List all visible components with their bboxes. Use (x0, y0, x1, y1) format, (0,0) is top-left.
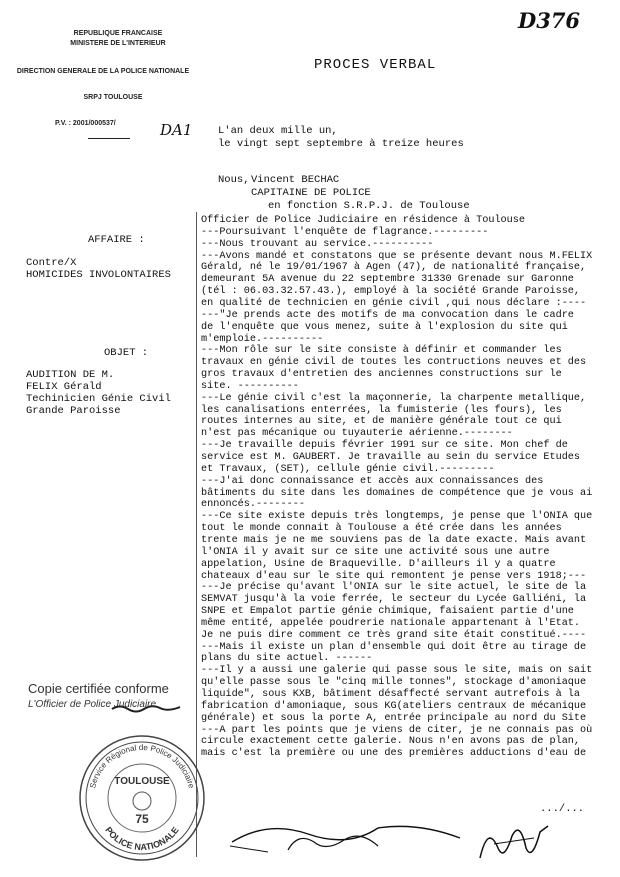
date-line-1: L'an deux mille un, (218, 125, 338, 137)
body-line: ---Mon rôle sur le site consiste à définir et commander les (201, 345, 562, 357)
body-line: chateaux d'eau sur le site qui remontent je pense vers 1918;--- (201, 570, 587, 582)
officer-rank: CAPITAINE DE POLICE (251, 187, 371, 199)
objet-line: Grande Paroisse (26, 405, 121, 417)
body-line: ---Nous trouvant au service.---------- (201, 238, 434, 250)
page-title: PROCES VERBAL (314, 57, 437, 73)
body-line: mais c'est la première ou une des premières adductions d'eau de (201, 748, 587, 760)
body-line: de l'enquête que vous menez, suite à l'explosion du site qui (201, 321, 568, 333)
body-line: Je ne puis dire comment ce très grand site était constitué.---- (201, 629, 587, 641)
affaire-label: AFFAIRE : (88, 234, 145, 246)
officer-last-name: BECHAC (301, 174, 340, 186)
body-line: plans du site actuel. ------ (201, 653, 373, 665)
body-line: les canalisations enterrées, la fumisterie (les fours), les (201, 404, 562, 416)
body-line: ---Poursuivant l'enquête de flagrance.--------- (201, 226, 489, 238)
body-line: demeurant 5A avenue du 22 septembre 31330 Grenade sur Garonne (201, 274, 574, 286)
stamp-bottom-text: POLICE NATIONALE (103, 825, 181, 853)
body-line: appelation, Usine de Braqueville. D'ailleurs il y a quatre (201, 558, 556, 570)
stamp-dept: 75 (135, 812, 149, 826)
body-line: ---J'ai donc connaissance et accès aux connaissances des (201, 475, 544, 487)
body-line: service est M. GAUBERT. Je travaille au sein du service Etudes (201, 452, 581, 463)
certification-line-1: Copie certifiée conforme (28, 681, 169, 696)
affaire-line: HOMICIDES INVOLONTAIRES (26, 269, 171, 281)
body-line: n'est pas mécanique ou tuyauterie aérienne.-------- (201, 428, 513, 440)
body-line: ---Il y a aussi une galerie qui passe sous le site, mais on sait (201, 665, 593, 677)
body-line: l'ONIA il y avait sur ce site une activité sous une autre (201, 546, 550, 558)
body-line: trente mais je ne me souviens pas de la date exacte. Mais avant (201, 534, 587, 546)
pv-underline (88, 138, 130, 139)
body-line: routes internes au site, et de manière générale tout ce qui (201, 416, 562, 428)
body-line: ---"Je prends acte des motifs de ma convocation dans le cadre (201, 309, 574, 321)
body-line: bâtiments du site dans les domaines de compétence que je vous ai (201, 487, 593, 499)
document-reference: D376 (518, 8, 581, 33)
officer-first-name: Vincent (251, 174, 296, 186)
body-line: ---Ce site existe depuis très longtemps, je pense que l'ONIA que (201, 511, 593, 523)
body-line: SEMVAT jusqu'à la voie ferrée, le secteur du Lycée Galliéni, la (201, 594, 587, 606)
body-line: ---Je travaille depuis février 1991 sur ce site. Mon chef de (201, 440, 568, 452)
body-line: qu'elle passe sous le "cinq mille tonnes", stockage d'amoniaque (201, 677, 587, 689)
body-line: ---Je précise qu'avant l'ONIA sur le site actuel, le site de la (201, 582, 587, 594)
body-line: circule exactement cette galerie. Nous n'en avons pas de plan, (201, 736, 581, 748)
body-line: même entité, appelée poudrerie nationale appartenant à l'Etat. (201, 617, 581, 629)
objet-line: Techinicien Génie Civil (26, 393, 171, 405)
officer-posting: en fonction S.R.P.J. de Toulouse (268, 200, 470, 212)
body-line: (tél : 06.03.32.57.43.), employé à la société Grande Paroisse, (201, 286, 581, 298)
date-line-2: le vingt sept septembre à treize heures (218, 138, 464, 150)
objet-line: FELIX Gérald (26, 381, 102, 393)
continuation-mark: .../... (540, 803, 585, 815)
stamp-outer-text: Service Régional de Police Judiciaire (88, 742, 196, 790)
body-line: tout le monde connait à Toulouse a été crée dans les années (201, 523, 562, 535)
header-ministere: MINISTERE DE L'INTERIEUR (70, 40, 166, 47)
stamp-city: TOULOUSE (114, 776, 170, 787)
body-line: générale) et sous la porte A, entrée principale au nord du Site (201, 712, 587, 724)
stamp-emblem-icon (133, 792, 151, 810)
body-line: travaux en génie civil de toutes les contructions neuves et des (201, 357, 587, 369)
objet-label: OBJET : (104, 347, 149, 359)
body-line: liquide", sous KXB, bâtiment désaffecté servant autrefois à la (201, 689, 581, 700)
body-line: et Travaux, (SET), cellule génie civil.--------- (201, 463, 495, 475)
officer-name (251, 174, 339, 186)
signature-officer (228, 812, 468, 862)
svg-text:POLICE NATIONALE (103, 825, 180, 852)
header-direction: DIRECTION GENERALE DE LA POLICE NATIONALE (16, 68, 190, 75)
header-service: SRPJ TOULOUSE (83, 94, 143, 101)
body-line: ---A part les points que je viens de citer, je ne connais pas où (201, 724, 593, 736)
body-line: Officier de Police Judiciaire en résidence à Toulouse (201, 215, 526, 226)
police-stamp (72, 728, 212, 868)
body-line: en qualité de technicien en génie civil ,qui nous déclare :---- (201, 297, 587, 309)
objet-line: AUDITION DE M. (26, 369, 115, 381)
pv-number: P.V. : 2001/000537/ (55, 120, 116, 127)
affaire-line: Contre/X (26, 257, 77, 269)
body-line: SNPE et Empalot partie génie chimique, faisaient partie d'une (201, 606, 574, 618)
body-line: gros travaux d'entretien des anciennes constructions sur le (201, 369, 562, 381)
body-line: fabrication d'amoniaque, sous KG(ateliers centraux de mécanique (201, 700, 587, 712)
body-line: Gérald, né le 19/01/1967 à Agen (47), de nationalité française, (201, 262, 587, 274)
body-line: m'emploie.---------- (201, 333, 324, 345)
body-line: ---Mais il existe un plan d'ensemble qui doit être au tirage de (201, 641, 587, 653)
certification-line-2: L'Officier de Police Judiciaire (28, 699, 157, 710)
officer-nous: Nous, (218, 174, 250, 186)
body-line: ennoncés.-------- (201, 499, 305, 511)
certification-scribble (110, 700, 182, 710)
pv-annotation: DA1 (160, 121, 193, 139)
body-line: ---Le génie civil c'est la maçonnerie, la charpente metallique, (201, 392, 587, 404)
body-line: ---Avons mandé et constatons que se présente devant nous M.FELIX (201, 250, 593, 262)
body-line: site. ---------- (201, 380, 299, 392)
signature-witness (474, 818, 554, 866)
header-republique: REPUBLIQUE FRANCAISE (73, 30, 163, 37)
